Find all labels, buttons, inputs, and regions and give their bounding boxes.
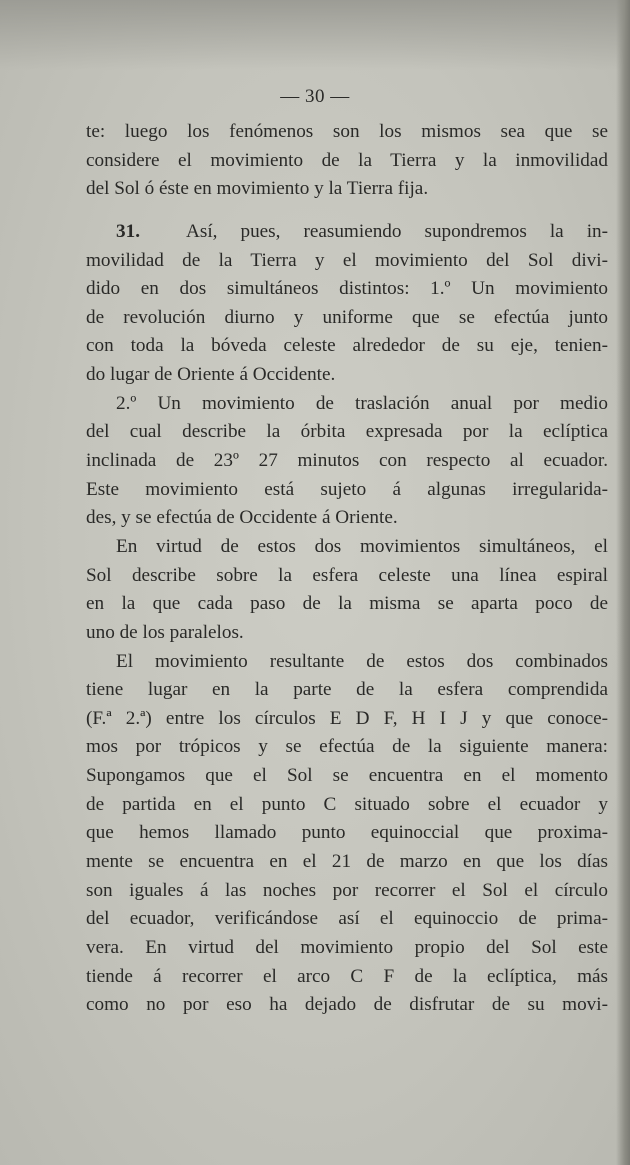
text-line: uno de los paralelos.	[86, 621, 244, 643]
text-line: como no por eso ha dejado de disfrutar de su movi-	[86, 994, 608, 1016]
text-line: En virtud de estos dos movimientos simultáneos, el	[116, 535, 608, 557]
text-line: 2.º Un movimiento de traslación anual por medio	[116, 392, 608, 414]
text-line: del cual describe la órbita expresada por la eclíptica	[86, 421, 608, 443]
text-line: vera. En virtud del movimiento propio del Sol este	[86, 936, 608, 958]
text-line: dido en dos simultáneos distintos: 1.º Un movimiento	[86, 278, 608, 300]
text-line: des, y se efectúa de Occidente á Oriente.	[86, 507, 398, 529]
text-line: movilidad de la Tierra y el movimiento del Sol divi-	[86, 249, 608, 271]
text-line: considere el movimiento de la Tierra y la inmovilidad	[86, 149, 608, 171]
text-line: inclinada de 23º 27 minutos con respecto al ecuador.	[86, 450, 608, 472]
text-line: tiende á recorrer el arco C F de la eclíptica, más	[86, 965, 608, 987]
section-gap	[86, 204, 608, 218]
text-line: del ecuador, verificándose así el equinoccio de prima-	[86, 908, 608, 930]
body-text	[86, 118, 608, 1020]
paragraph	[86, 533, 608, 648]
text-line: con toda la bóveda celeste alrededor de su eje, tenien-	[86, 335, 608, 357]
text-line	[86, 218, 608, 247]
text-line: Este movimiento está sujeto á algunas irregularida-	[86, 478, 608, 500]
text-line: en la que cada paso de la misma se aparta poco de	[86, 593, 608, 615]
paragraph-continuation	[86, 118, 608, 204]
text-line: mos por trópicos y se efectúa de la siguiente manera:	[86, 736, 608, 758]
paragraph	[86, 648, 608, 1020]
paragraph	[86, 390, 608, 533]
text-line: (F.ª 2.ª) entre los círculos E D F, H I J y que conoce-	[86, 707, 608, 729]
page-edge-shadow	[616, 0, 630, 1165]
text-line: mente se encuentra en el 21 de marzo en que los días	[86, 851, 608, 873]
text-line: Sol describe sobre la esfera celeste una línea espiral	[86, 564, 608, 586]
text-line: El movimiento resultante de estos dos combinados	[116, 650, 608, 672]
text-line: do lugar de Oriente á Occidente.	[86, 364, 336, 386]
text-line: de partida en el punto C situado sobre el ecuador y	[86, 793, 608, 815]
text-line: del Sol ó éste en movimiento y la Tierra fija.	[86, 178, 429, 200]
text-line: que hemos llamado punto equinoccial que proxima-	[86, 822, 608, 844]
page-number: — 30 —	[280, 86, 350, 107]
paragraph-section-31	[86, 218, 608, 390]
text-line: te: luego los fenómenos son los mismos sea que se	[86, 121, 608, 142]
text-line: de revolución diurno y uniforme que se efectúa junto	[86, 306, 608, 328]
text-line: son iguales á las noches por recorrer el Sol el círculo	[86, 879, 608, 901]
text-line: Supongamos que el Sol se encuentra en el momento	[86, 765, 608, 787]
section-number: 31.	[116, 220, 140, 242]
text-line: tiene lugar en la parte de la esfera comprendida	[86, 679, 608, 701]
text-line-content: Así, pues, reasumiendo supondremos la in-	[186, 220, 609, 242]
